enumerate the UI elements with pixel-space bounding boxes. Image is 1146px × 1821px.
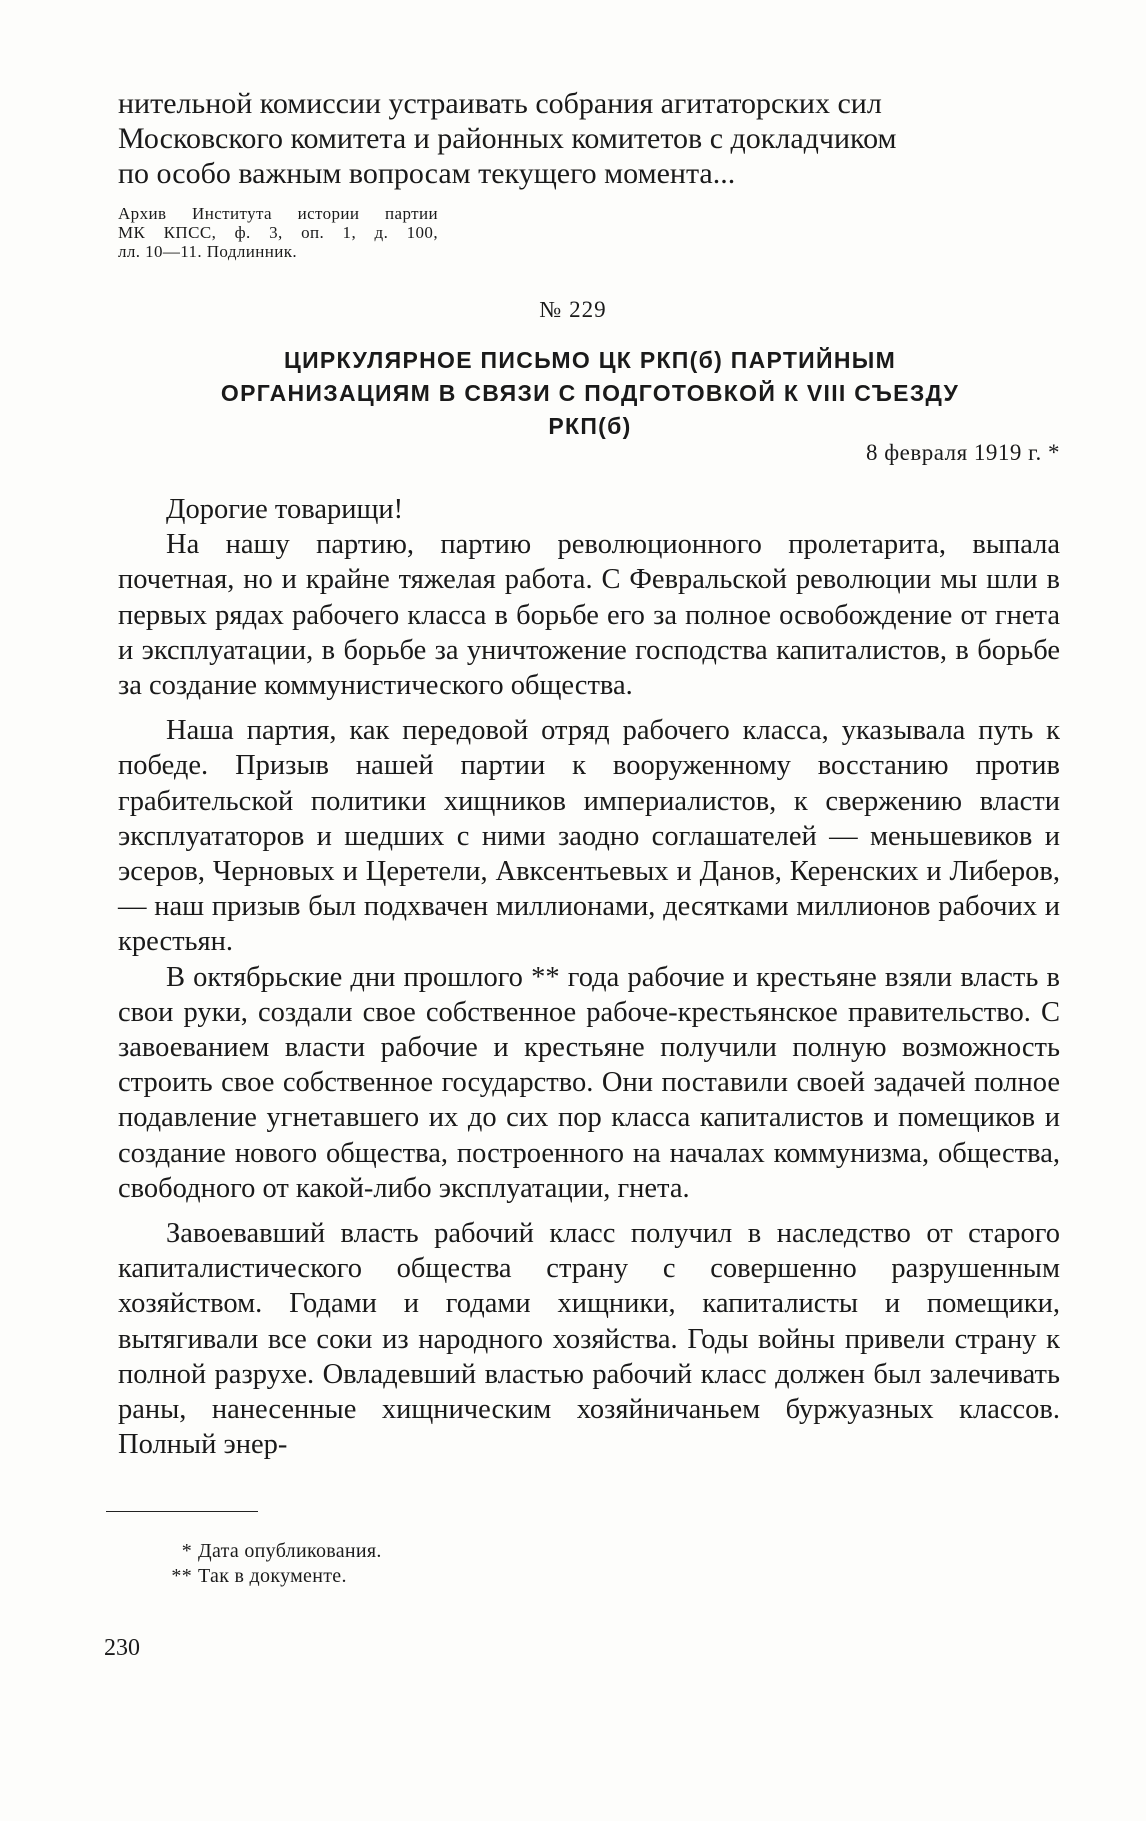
title-line: РКП(б) — [548, 413, 632, 439]
body-paragraph: Наша партия, как передовой отряд рабочего класса, указывала путь к победе. Призыв нашей партии к вооруженному восстанию против грабительской политики хищников империалистов, к свержению власти эксплуататоров и шедших с ними заодно соглашателей — меньшевиков и эсеров, Черновых и Церетели, Авксентьевых и Данов, Керенских и Либеров,— наш призыв был подхвачен миллионами, десятками миллионов рабочих и крестьян. — [118, 715, 1060, 958]
document-number: № 229 — [539, 297, 607, 322]
footnote-mark: * — [181, 1540, 192, 1562]
lead-paragraph — [118, 86, 1060, 191]
footnotes — [164, 1539, 382, 1589]
lead-line: Московского комитета и районных комитетов с докладчиком — [118, 122, 897, 155]
body-paragraph: На нашу партию, партию революционного пролетарита, выпала почетная, но и крайне тяжелая работа. С Февральской революции мы шли в первых рядах рабочего класса в борьбе его за полное освобождение от гнета и эксплуатации, в борьбе за уничтожение господства капиталистов, в борьбе за создание коммунистического общества. — [118, 529, 1060, 702]
archive-line: лл. 10—11. Подлинник. — [118, 242, 298, 261]
archive-reference — [118, 204, 438, 261]
archive-line: Архив Института истории партии — [118, 204, 438, 223]
footnote — [164, 1564, 382, 1589]
document-date: 8 февраля 1919 г. * — [865, 440, 1060, 465]
archive-line: МК КПСС, ф. 3, оп. 1, д. 100, — [118, 223, 438, 242]
body-paragraph: Завоевавший власть рабочий класс получил в наследство от старого капиталистического общества страну с совершенно разрушенным хозяйством. Годами и годами хищники, капиталисты и помещики, вытягивали все соки из народного хозяйства. Годы войны привели страну к полной разрухе. Овладевший властью рабочий класс должен был залечивать раны, нанесенные хищническим хозяйничаньем буржуазных классов. Полный энер- — [118, 1218, 1060, 1461]
page-number: 230 — [104, 1635, 140, 1661]
footnote-text: Так в документе. — [198, 1565, 347, 1587]
footnote-divider — [106, 1511, 258, 1512]
body-paragraph: В октябрьские дни прошлого ** года рабочие и крестьяне взяли власть в свои руки, создали свое собственное рабоче-крестьянское правительство. С завоеванием власти рабочие и крестьяне получили полную возможность строить свое собственное государство. Они поставили своей задачей полное подавление угнетавшего их до сих пор класса капиталистов и помещиков и создание нового общества, построенного на началах коммунизма, общества, свободного от какой-либо эксплуатации, гнета. — [118, 961, 1060, 1204]
footnote — [164, 1539, 382, 1564]
footnote-mark: ** — [171, 1565, 192, 1587]
lead-line: по особо важным вопросам текущего момента... — [118, 157, 736, 190]
document-title — [150, 344, 1030, 443]
greeting: Дорогие товарищи! — [166, 494, 404, 525]
footnote-text: Дата опубликования. — [198, 1540, 382, 1562]
title-line: ОРГАНИЗАЦИЯМ В СВЯЗИ С ПОДГОТОВКОЙ К VIII СЪЕЗДУ — [220, 380, 960, 406]
lead-line: нительной комиссии устраивать собрания агитаторских сил — [118, 87, 882, 120]
title-line: ЦИРКУЛЯРНОЕ ПИСЬМО ЦК РКП(б) ПАРТИЙНЫМ — [283, 347, 897, 373]
letter-body — [118, 492, 1060, 1462]
